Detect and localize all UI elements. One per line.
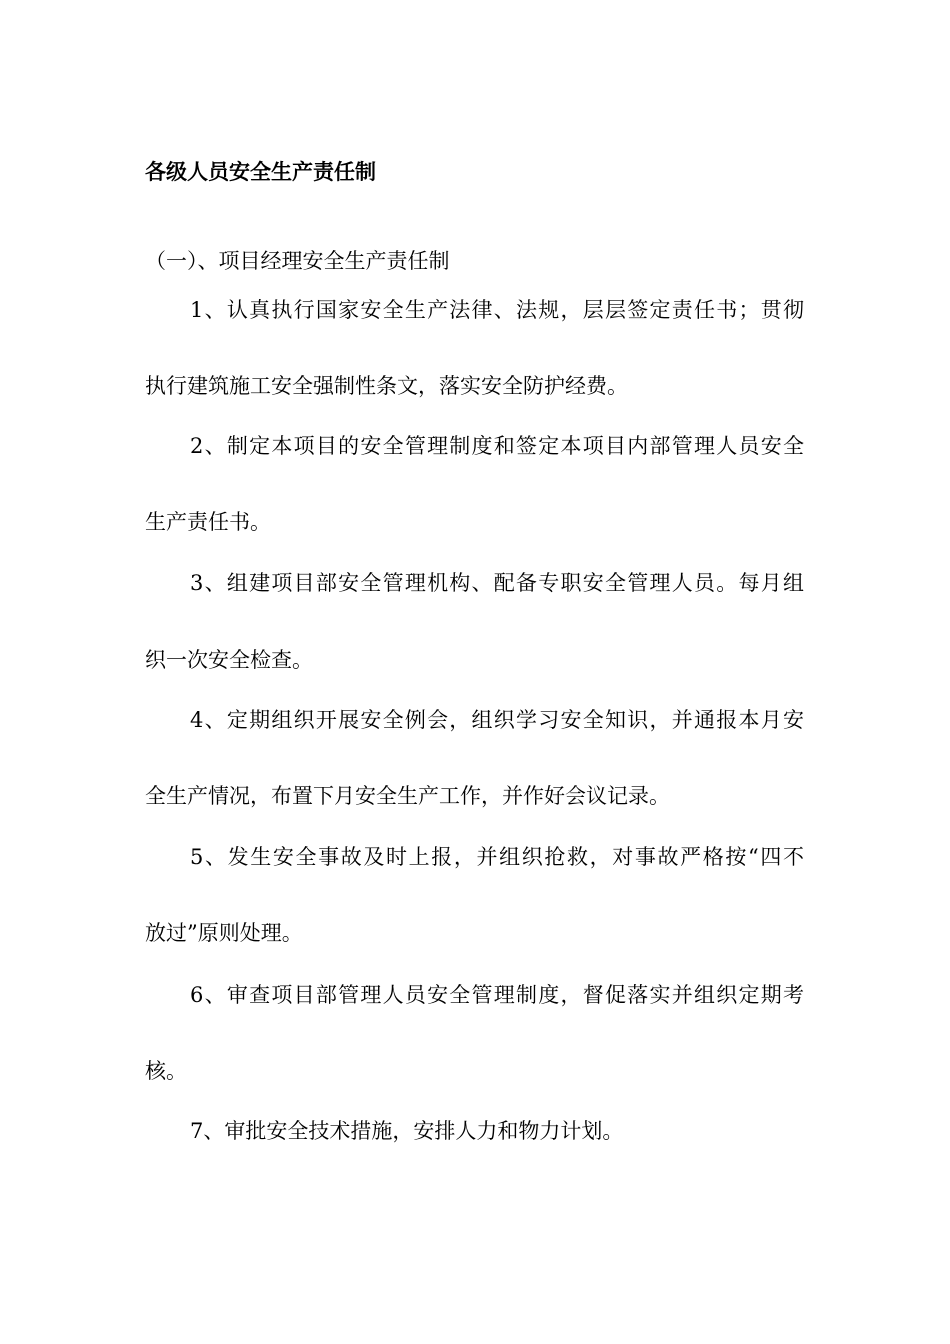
item-6-line-2: 核。 [145, 1059, 187, 1083]
item-4-line-1: 4、定期组织开展安全例会，组织学习安全知识，并通报本月安 [190, 708, 804, 732]
item-4-line-2: 全生产情况，布置下月安全生产工作，并作好会议记录。 [145, 784, 670, 808]
item-6-line-1: 6、审查项目部管理人员安全管理制度，督促落实并组织定期考 [190, 983, 804, 1007]
item-1-line-2: 执行建筑施工安全强制性条文，落实安全防护经费。 [145, 374, 628, 398]
section-heading: （一）、项目经理安全生产责任制 [145, 249, 450, 273]
item-2-line-2: 生产责任书。 [145, 510, 271, 534]
item-5-line-1: 5、发生安全事故及时上报，并组织抢救，对事故严格按“四不 [190, 845, 804, 869]
item-3-line-2: 织一次安全检查。 [145, 648, 313, 672]
item-5-line-2: 放过”原则处理。 [145, 921, 303, 945]
item-7-line-1: 7、审批安全技术措施，安排人力和物力计划。 [190, 1119, 624, 1143]
document-title: 各级人员安全生产责任制 [145, 160, 376, 184]
item-3-line-1: 3、组建项目部安全管理机构、配备专职安全管理人员。每月组 [190, 571, 804, 595]
item-1-line-1: 1、认真执行国家安全生产法律、法规，层层签定责任书；贯彻 [190, 298, 804, 322]
item-2-line-1: 2、制定本项目的安全管理制度和签定本项目内部管理人员安全 [190, 434, 804, 458]
